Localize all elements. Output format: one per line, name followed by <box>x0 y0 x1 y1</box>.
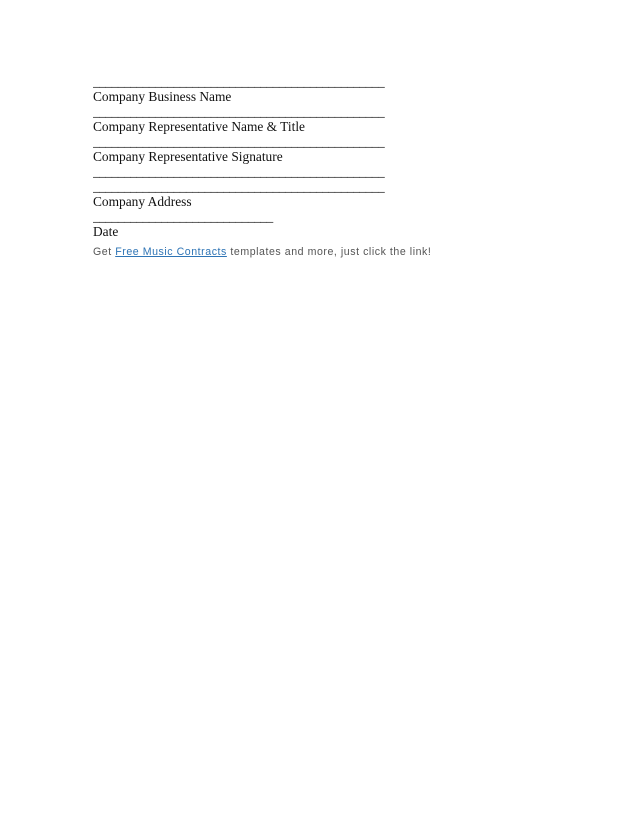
date-label: Date <box>93 224 119 239</box>
business-name-signature-line: _______________________________________________ <box>93 74 385 89</box>
representative-signature-line: _______________________________________________ <box>93 134 385 149</box>
address-signature-line-1: _______________________________________________ <box>93 164 385 179</box>
address-label: Company Address <box>93 194 192 209</box>
representative-signature-label: Company Representative Signature <box>93 149 283 164</box>
representative-name-signature-line: _______________________________________________ <box>93 104 385 119</box>
free-music-contracts-link[interactable]: Free Music Contracts <box>115 246 227 258</box>
business-name-label: Company Business Name <box>93 89 232 104</box>
date-signature-line: _____________________________ <box>93 209 273 224</box>
representative-name-label: Company Representative Name & Title <box>93 119 305 134</box>
signature-block <box>93 74 513 239</box>
address-signature-line-2: _______________________________________________ <box>93 179 385 194</box>
footer-promo-text <box>93 246 593 258</box>
footer-prefix: Get <box>93 246 116 258</box>
footer-suffix: templates and more, just click the link! <box>226 246 432 258</box>
